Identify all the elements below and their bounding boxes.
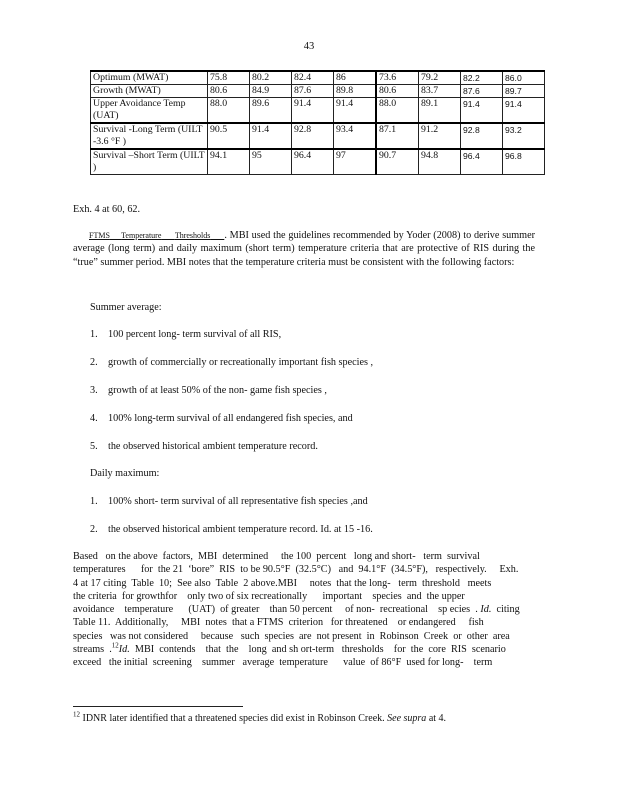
table-cell: 94.8 bbox=[419, 149, 461, 175]
list-text: growth of at least 50% of the non- game fish species , bbox=[108, 385, 327, 396]
table-cell: 88.0 bbox=[208, 98, 250, 124]
table-cell: 96.4 bbox=[292, 149, 334, 175]
exhibit-citation: Exh. 4 at 60, 62. bbox=[73, 204, 141, 215]
id-citation: Id. bbox=[118, 643, 130, 655]
list-item bbox=[90, 356, 373, 369]
table-cell: 95 bbox=[250, 149, 292, 175]
row-label: Optimum (MWAT) bbox=[91, 71, 208, 85]
para2-line: streams .$^{12}$Id. MBI contends that the long and sh ort-term thresholds for the core RIS scenario bbox=[73, 641, 506, 655]
row-label: Survival -Long Term (UILT -3.6 °F ) bbox=[91, 123, 208, 149]
table-cell: 86 bbox=[334, 71, 377, 85]
footnote-divider bbox=[73, 706, 243, 707]
list-item bbox=[90, 412, 353, 425]
table-cell: 87.1 bbox=[376, 123, 419, 149]
list-text: 100 percent long- term survival of all RIS, bbox=[108, 329, 282, 340]
table-cell: 87.6 bbox=[461, 85, 503, 98]
para2-line: 4 at 17 citing Table 10; See also Table 2 above.MBI notes that the long- term threshold meets bbox=[73, 577, 492, 589]
id-citation: Id. bbox=[480, 604, 492, 615]
table-cell: 83.7 bbox=[419, 85, 461, 98]
para2-line: the criteria for growthfor only two of six recreationally important species and the upper bbox=[73, 590, 465, 602]
list-item bbox=[90, 523, 373, 536]
row-label: Growth (MWAT) bbox=[91, 85, 208, 98]
list-number: 3. bbox=[90, 385, 98, 396]
list-text: growth of commercially or recreationally important fish species , bbox=[108, 357, 374, 368]
table-cell: 94.1 bbox=[208, 149, 250, 175]
table-cell: 89.6 bbox=[250, 98, 292, 124]
table-cell: 91.4 bbox=[461, 98, 503, 124]
list-number: 2. bbox=[90, 357, 98, 368]
row-label: Survival –Short Term (UILT ) bbox=[91, 149, 208, 175]
table-cell: 79.2 bbox=[419, 71, 461, 85]
list-number: 2. bbox=[90, 524, 98, 535]
table-row bbox=[91, 98, 545, 124]
para2-line: Table 11. Additionally, MBI notes that a FTMS criterion for threatened or endangered fish bbox=[73, 617, 484, 629]
table-cell: 93.2 bbox=[503, 123, 545, 149]
table-cell: 92.8 bbox=[292, 123, 334, 149]
daily-maximum-label: Daily maximum: bbox=[90, 468, 160, 479]
ftms-paragraph-text: . MBI used the guidelines recommended by Yoder (2008) to derive summer average (long term) and daily maximum (short term) temperature criteria that are protective of RIS during the “true” summer period. MBI notes that the temperature criteria must be consistent with the following factors: bbox=[73, 230, 536, 268]
ftms-heading-word2: Temperature bbox=[121, 231, 162, 240]
table-cell: 89.8 bbox=[334, 85, 377, 98]
table-row bbox=[91, 71, 545, 85]
table-cell: 73.6 bbox=[376, 71, 419, 85]
table-cell: 96.8 bbox=[503, 149, 545, 175]
table-cell: 89.7 bbox=[503, 85, 545, 98]
list-item bbox=[90, 328, 281, 341]
footnote-12: $^{12}$ IDNR later identified that a threatened species did exist in Robinson Creek. See supra at 4. bbox=[73, 710, 447, 724]
table-row bbox=[91, 149, 545, 175]
table-cell: 91.4 bbox=[334, 98, 377, 124]
table-cell: 80.6 bbox=[208, 85, 250, 98]
table-cell: 75.8 bbox=[208, 71, 250, 85]
summer-average-label: Summer average: bbox=[90, 302, 162, 313]
table-cell: 92.8 bbox=[461, 123, 503, 149]
list-number: 1. bbox=[90, 496, 98, 507]
table-cell: 82.2 bbox=[461, 71, 503, 85]
table-cell: 80.2 bbox=[250, 71, 292, 85]
list-number: 5. bbox=[90, 441, 98, 452]
list-number: 1. bbox=[90, 329, 98, 340]
footnote-number: 12 bbox=[73, 710, 80, 719]
temperature-thresholds-table bbox=[90, 70, 545, 175]
list-text: 100% short- term survival of all representative fish species ,and bbox=[108, 496, 368, 507]
table-cell: 97 bbox=[334, 149, 377, 175]
table-cell: 90.5 bbox=[208, 123, 250, 149]
table-cell: 91.4 bbox=[503, 98, 545, 124]
table-cell: 91.4 bbox=[250, 123, 292, 149]
ftms-paragraph bbox=[73, 229, 535, 269]
para2-line: Based on the above factors, MBI determined the 100 percent long and short- term survival bbox=[73, 551, 480, 562]
list-item bbox=[90, 440, 318, 453]
footnote-ref-12[interactable]: 12 bbox=[111, 641, 119, 650]
table-cell: 91.4 bbox=[292, 98, 334, 124]
list-number: 4. bbox=[90, 413, 98, 424]
list-item bbox=[90, 495, 368, 508]
table-cell: 88.0 bbox=[376, 98, 419, 124]
table-row bbox=[91, 85, 545, 98]
table-cell: 89.1 bbox=[419, 98, 461, 124]
para2-line: species was not considered because such species are not present in Robinson Creek or other area bbox=[73, 630, 510, 642]
list-text: the observed historical ambient temperature record. bbox=[108, 441, 318, 452]
mbi-analysis-paragraph bbox=[73, 550, 535, 669]
table-cell: 86.0 bbox=[503, 71, 545, 85]
table-cell: 91.2 bbox=[419, 123, 461, 149]
table-cell: 84.9 bbox=[250, 85, 292, 98]
para2-line: temperatures for the 21 ‘bore” RIS to be 90.5°F (32.5°C) and 94.1°F (34.5°F), respectively. Exh. bbox=[73, 564, 519, 576]
see-supra: See supra bbox=[387, 713, 427, 724]
page-number: 43 bbox=[303, 41, 315, 52]
table-cell: 80.6 bbox=[376, 85, 419, 98]
table-cell: 96.4 bbox=[461, 149, 503, 175]
para2-line: avoidance temperature (UAT) of greater than 50 percent of non- recreational sp ecies . Id. citing bbox=[73, 604, 520, 615]
list-item bbox=[90, 384, 327, 397]
row-label: Upper Avoidance Temp (UAT) bbox=[91, 98, 208, 124]
para2-line: exceed the initial screening summer average temperature value of 86°F used for long- term bbox=[73, 657, 493, 668]
ftms-heading-word1: FTMS bbox=[89, 231, 110, 240]
table-cell: 93.4 bbox=[334, 123, 377, 149]
ftms-heading-word3: Thresholds bbox=[174, 231, 211, 240]
table-cell: 82.4 bbox=[292, 71, 334, 85]
list-text: the observed historical ambient temperature record. Id. at 15 -16. bbox=[108, 524, 373, 535]
table-cell: 87.6 bbox=[292, 85, 334, 98]
table-cell: 90.7 bbox=[376, 149, 419, 175]
list-text: 100% long-term survival of all endangered fish species, and bbox=[108, 413, 353, 424]
table-row bbox=[91, 123, 545, 149]
